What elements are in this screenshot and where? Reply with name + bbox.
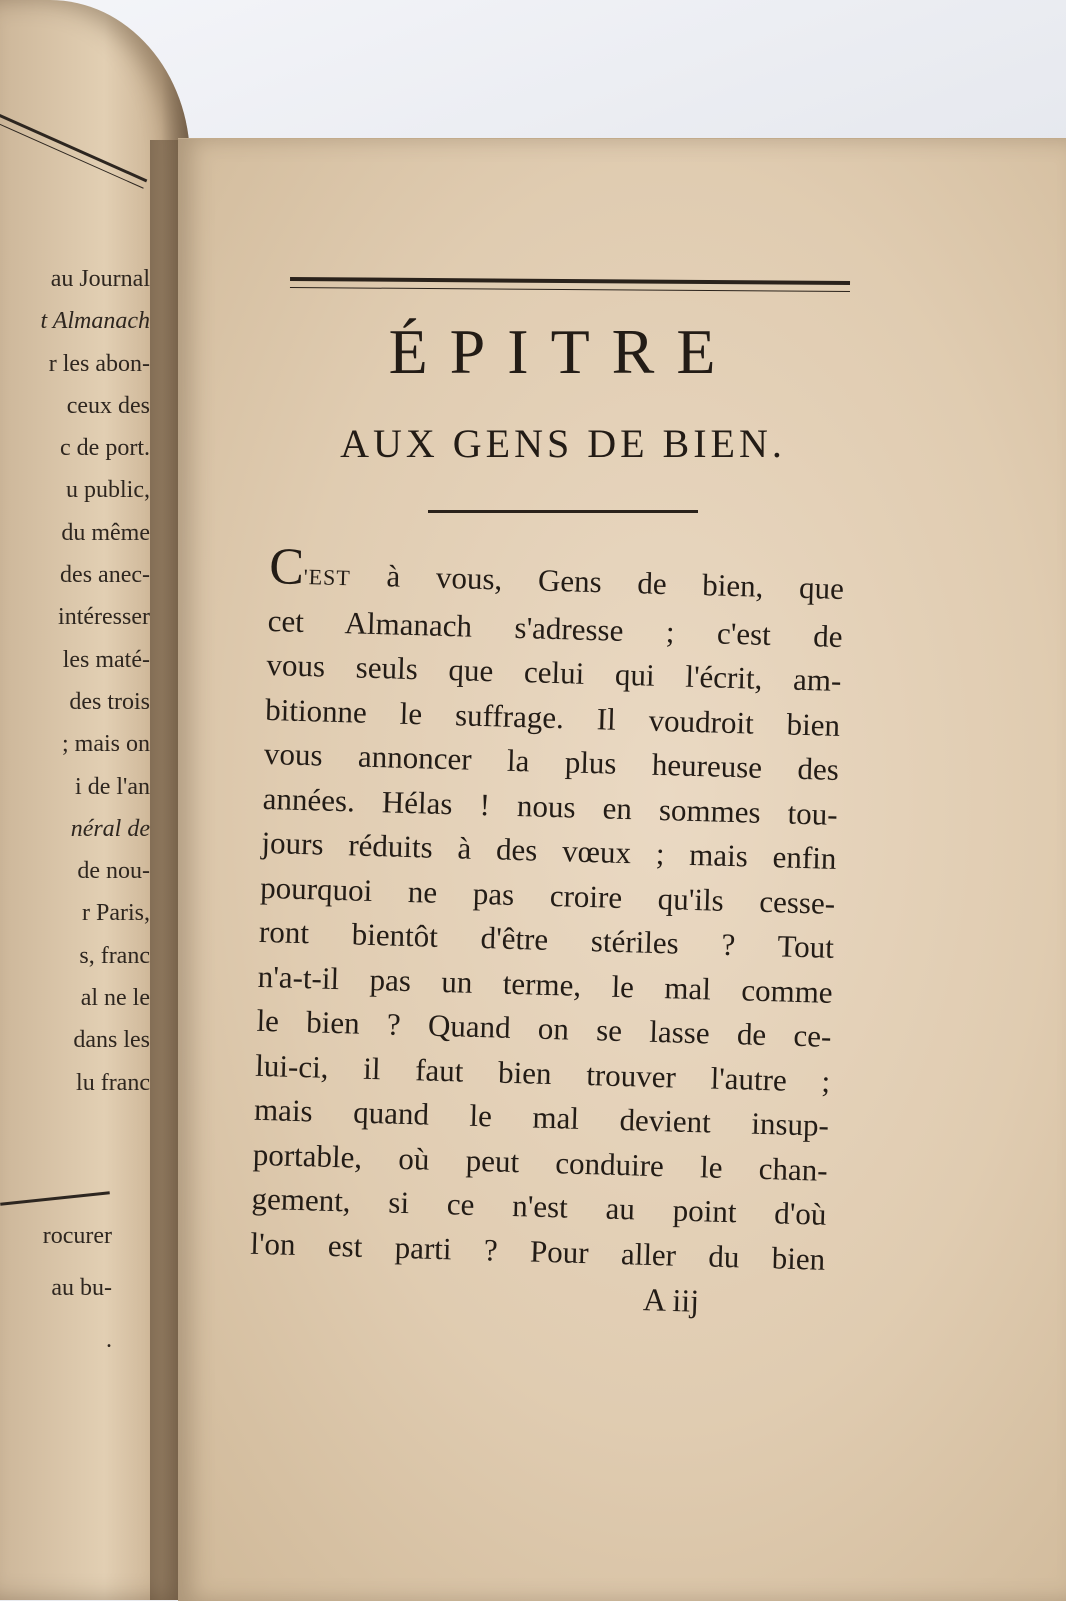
left-page-footer-line: . bbox=[106, 1327, 112, 1353]
body-line: lui-ci, il faut bien trouver l'autre ; bbox=[254, 1047, 831, 1099]
right-page bbox=[178, 138, 1066, 1601]
body-line: bitionne le suffrage. Il voudroit bien bbox=[264, 691, 841, 743]
page-title: ÉPITRE bbox=[388, 316, 738, 387]
left-page-line: de nou- bbox=[77, 858, 150, 885]
left-page-line: ceux des bbox=[66, 392, 150, 419]
page-subtitle: AUX GENS DE BIEN. bbox=[340, 421, 786, 466]
left-page-line: r les abon- bbox=[48, 350, 150, 377]
left-page-line: s, franc bbox=[79, 942, 150, 969]
left-page-line: i de l'an bbox=[75, 773, 150, 800]
body-line: cet Almanach s'adresse ; c'est de bbox=[267, 602, 844, 654]
left-page-line: t Almanach bbox=[40, 308, 150, 335]
body-line: ront bientôt d'être stériles ? Tout bbox=[258, 913, 835, 965]
body-line: mais quand le mal devient insup- bbox=[253, 1091, 830, 1143]
left-page-line: c de port. bbox=[60, 435, 150, 462]
left-page-line: des trois bbox=[69, 688, 150, 715]
body-line: pourquoi ne pas croire qu'ils cesse- bbox=[259, 869, 836, 921]
left-page-line: les maté- bbox=[62, 646, 150, 673]
left-page-line: u public, bbox=[66, 477, 150, 504]
left-page-footer bbox=[0, 1210, 112, 1366]
body-text bbox=[249, 538, 845, 1282]
left-page-line: des anec- bbox=[60, 562, 150, 589]
left-page-footer-rule bbox=[0, 1191, 110, 1205]
title-divider bbox=[428, 510, 698, 513]
body-line: portable, où peut conduire le chan- bbox=[252, 1136, 829, 1188]
small-caps: 'EST bbox=[303, 563, 352, 591]
left-page-line: intéresser bbox=[58, 604, 150, 631]
body-line: années. Hélas ! nous en sommes tou- bbox=[262, 780, 839, 832]
left-page-line: au Journal bbox=[50, 266, 150, 292]
body-line: le bien ? Quand on se lasse de ce- bbox=[256, 1002, 832, 1054]
left-page-footer-line: au bu- bbox=[51, 1275, 112, 1301]
left-page-line: dans les bbox=[73, 1027, 150, 1054]
signature-mark: A iij bbox=[642, 1281, 700, 1319]
left-page-line: ; mais on bbox=[62, 731, 150, 758]
page-content bbox=[249, 279, 848, 1321]
left-page-line: néral de bbox=[70, 815, 150, 842]
left-page-text bbox=[0, 258, 150, 1104]
drop-cap: C bbox=[268, 538, 305, 596]
left-page-footer-line: rocurer bbox=[42, 1223, 112, 1249]
left-page-line: al ne le bbox=[80, 985, 150, 1012]
left-page-line: lu franc bbox=[76, 1069, 150, 1096]
body-line: vous annoncer la plus heureuse des bbox=[263, 735, 840, 787]
body-line: vous seuls que celui qui l'écrit, am- bbox=[266, 646, 842, 698]
left-page-line: du même bbox=[61, 519, 150, 546]
header-rule bbox=[290, 277, 850, 292]
body-line: l'on est parti ? Pour aller du bien bbox=[249, 1225, 826, 1277]
body-line: gement, si ce n'est au point d'où bbox=[251, 1180, 827, 1232]
body-line: jours réduits à des vœux ; mais enfin bbox=[261, 824, 837, 876]
left-page-line: r Paris, bbox=[82, 900, 150, 927]
left-page-rule bbox=[0, 110, 147, 188]
first-line-rest: à vous, Gens de bien, que bbox=[350, 557, 845, 607]
body-line: n'a-t-il pas un terme, le mal comme bbox=[257, 958, 834, 1010]
